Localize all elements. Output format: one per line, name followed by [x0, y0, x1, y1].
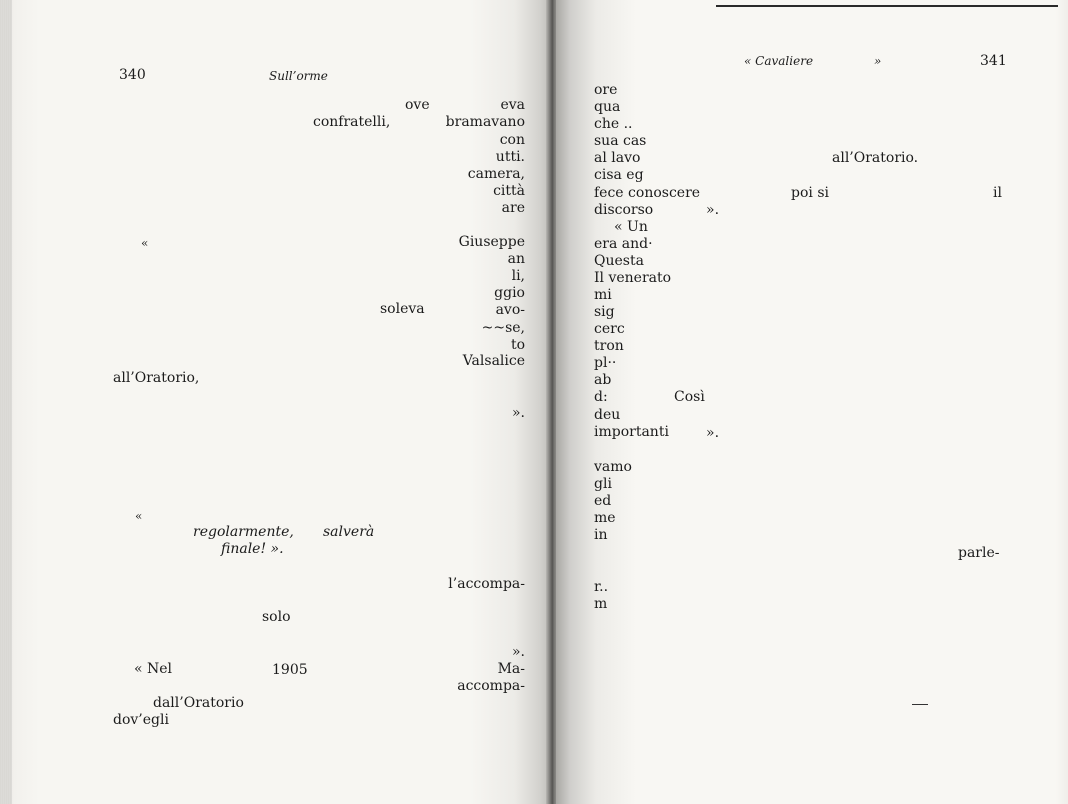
text-line: cisa eg	[594, 167, 644, 183]
text-line: ove	[405, 97, 430, 113]
text-line: utti.	[495, 149, 525, 165]
text-line: Il venerato	[594, 270, 672, 286]
text-line: ggio	[494, 285, 525, 301]
running-head-right: « Cavaliere	[744, 54, 814, 68]
text-line: ~~se,	[481, 320, 525, 336]
text-line: vamo	[594, 459, 632, 475]
text-line: li,	[511, 268, 525, 284]
text-line: finale! ».	[221, 541, 284, 557]
right-page	[556, 0, 1068, 804]
text-line: « Un	[614, 219, 648, 235]
page-number-right: 341	[980, 53, 1007, 69]
text-line: deu	[594, 407, 621, 423]
text-line: che ..	[594, 116, 633, 132]
text-line: Valsalice	[462, 353, 525, 369]
running-head-right-close: »	[874, 54, 882, 68]
page-edge	[0, 0, 12, 804]
text-line: Giuseppe	[458, 234, 525, 250]
quote-mark: «	[135, 509, 143, 523]
text-line: d:	[594, 389, 608, 405]
text-line: Così	[674, 389, 705, 405]
text-line: all’Oratorio,	[113, 370, 200, 386]
text-line: avo-	[495, 302, 525, 318]
text-line: il	[993, 185, 1002, 201]
text-line: importanti	[594, 424, 669, 440]
text-line: sig	[594, 304, 615, 320]
text-line: camera,	[467, 166, 525, 182]
text-line: dall’Oratorio	[153, 695, 244, 711]
text-line: gli	[594, 476, 612, 492]
text-line: discorso	[594, 202, 654, 218]
quote-mark: «	[141, 236, 149, 250]
running-head-left: Sull’orme	[269, 69, 328, 83]
text-line: eva	[500, 97, 525, 113]
text-line: m	[594, 596, 608, 612]
text-line: fece conoscere	[594, 185, 701, 201]
text-line: « Nel	[134, 661, 173, 677]
text-line: soleva	[380, 301, 425, 317]
text-line: ».	[706, 202, 720, 218]
text-line: poi si	[791, 185, 829, 201]
text-line: 1905	[272, 662, 308, 678]
text-line: an	[507, 251, 525, 267]
text-line: ».	[706, 425, 720, 441]
text-line: Ma-	[497, 661, 525, 677]
text-line: mi	[594, 287, 612, 303]
top-rule	[716, 5, 1058, 7]
text-line: città	[493, 183, 525, 199]
text-line: l’accompa-	[448, 576, 525, 592]
text-line: bramavano	[445, 114, 525, 130]
text-line: pl··	[594, 355, 617, 371]
text-line: regolarmente,	[193, 524, 294, 540]
text-line: in	[594, 527, 608, 543]
text-line: confratelli,	[313, 114, 391, 130]
text-line: Questa	[594, 253, 644, 269]
text-line: ed	[594, 493, 612, 509]
text-line: ore	[594, 82, 618, 98]
text-line: salverà	[323, 524, 375, 540]
text-line: ».	[511, 644, 525, 660]
text-line: sua cas	[594, 133, 647, 149]
footnote-dash	[912, 704, 928, 705]
page-number-left: 340	[119, 67, 146, 83]
text-line: are	[501, 200, 525, 216]
text-line: cerc	[594, 321, 625, 337]
text-line: tron	[594, 338, 624, 354]
text-line: to	[510, 337, 525, 353]
text-line: con	[499, 132, 525, 148]
text-line: al lavo	[594, 150, 641, 166]
text-line: r..	[594, 579, 609, 595]
text-line: solo	[262, 609, 291, 625]
text-line: parle-	[958, 545, 1000, 561]
text-line: me	[594, 510, 616, 526]
text-line: accompa-	[457, 678, 525, 694]
text-line: qua	[594, 99, 621, 115]
text-line: ab	[594, 372, 612, 388]
text-line: era and·	[594, 236, 653, 252]
text-line: ».	[511, 405, 525, 421]
text-line: all’Oratorio.	[832, 150, 919, 166]
text-line: dov’egli	[113, 712, 169, 728]
